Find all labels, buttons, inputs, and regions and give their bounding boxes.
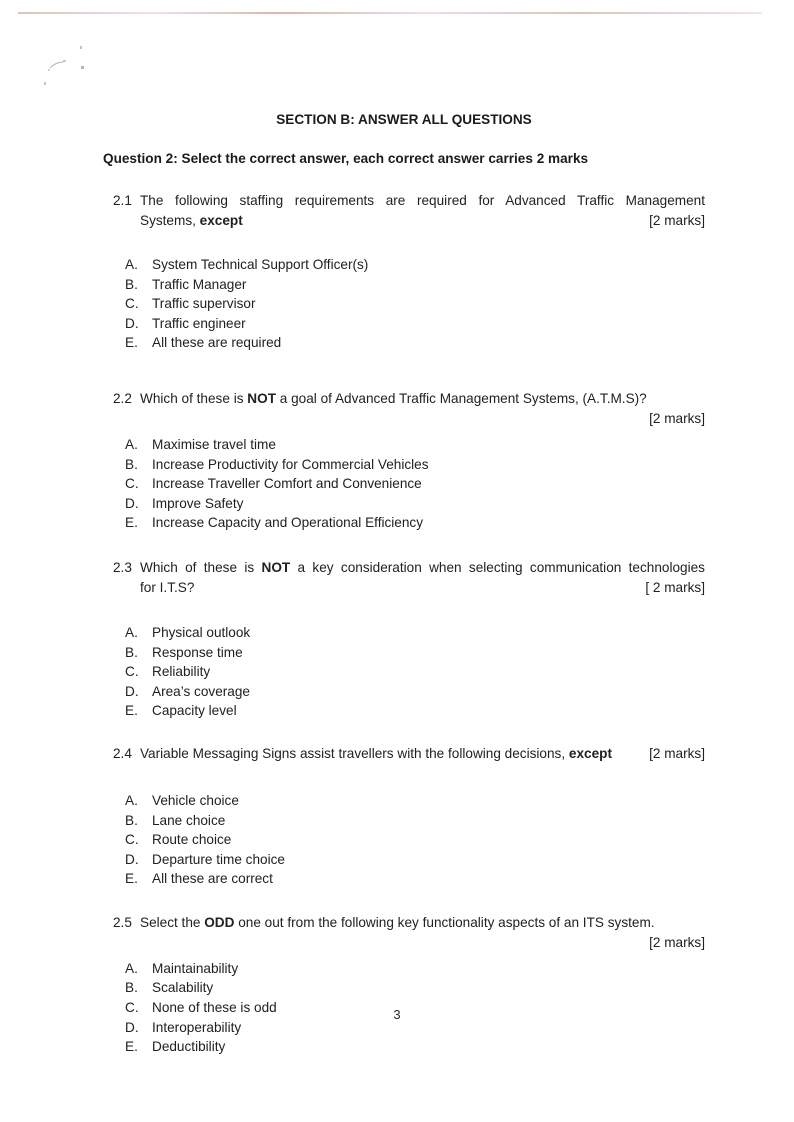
marks-label: [2 marks]: [649, 410, 705, 426]
option-row: [125, 850, 705, 870]
question-body: [140, 191, 705, 231]
option-row: [125, 869, 705, 889]
question-2-heading: Question 2: Select the correct answer, each correct answer carries 2 marks: [103, 151, 589, 166]
option-letter: D.: [125, 851, 139, 867]
question-text-line2: [140, 578, 705, 598]
option-row: [125, 623, 705, 643]
option-letter: A.: [125, 792, 138, 808]
option-text: Traffic engineer: [152, 315, 246, 331]
question-body: [140, 389, 705, 429]
option-row: [125, 830, 705, 850]
option-letter: E.: [125, 515, 138, 531]
marks-label: [2 marks]: [649, 745, 705, 761]
option-letter: B.: [125, 644, 138, 660]
marks-label: [ 2 marks]: [645, 579, 705, 595]
option-row: [125, 513, 705, 533]
option-text: Increase Capacity and Operational Efficiency: [152, 515, 424, 531]
option-row: [125, 494, 705, 514]
option-row: [125, 314, 705, 334]
question-text-line1: The following staffing requirements are required for Advanced Traffic Management: [140, 193, 705, 208]
question-number: 2.4: [113, 745, 132, 761]
option-letter: A.: [125, 960, 138, 976]
question-text-line1: [140, 744, 705, 764]
option-row: [125, 255, 705, 275]
question-text-line1: Which of these is NOT a key consideration when selecting communication technologies: [140, 559, 705, 575]
option-row: [125, 701, 705, 721]
option-letter: C.: [125, 1000, 139, 1016]
question-2-4: [103, 744, 705, 764]
question-text: Select the ODD one out from the following key functionality aspects of an ITS system.: [140, 914, 655, 930]
option-text: Maintainability: [152, 960, 239, 976]
question-2-3: [103, 558, 705, 598]
option-letter: C.: [125, 476, 139, 492]
option-row: [125, 294, 705, 314]
question-body: [140, 913, 705, 953]
question-number: 2.5: [113, 914, 132, 930]
option-text: All these are correct: [152, 871, 273, 887]
question-text: Systems, except: [140, 213, 243, 228]
section-heading: SECTION B: ANSWER ALL QUESTIONS: [276, 112, 532, 127]
option-row: [125, 643, 705, 663]
question-text: Variable Messaging Signs assist travellers with the following decisions, except: [140, 745, 612, 761]
option-text: Deductibility: [152, 1039, 226, 1055]
option-row: [125, 978, 705, 998]
option-text: All these are required: [152, 335, 282, 351]
option-text: Physical outlook: [152, 624, 251, 640]
option-row: [125, 1037, 705, 1057]
option-text: Increase Productivity for Commercial Vehicles: [152, 456, 429, 472]
option-text: Lane choice: [152, 812, 226, 828]
question-text-line2: [140, 211, 705, 231]
option-text: Departure time choice: [152, 851, 285, 867]
question-number: 2.1: [113, 193, 132, 208]
option-text: Traffic supervisor: [152, 296, 256, 312]
option-row: [125, 811, 705, 831]
option-letter: B.: [125, 276, 138, 292]
option-text: Interoperability: [152, 1019, 242, 1035]
option-row: [125, 662, 705, 682]
option-letter: A.: [125, 436, 138, 452]
option-text: Area’s coverage: [152, 683, 250, 699]
question-text: for I.T.S?: [140, 579, 195, 595]
option-letter: C.: [125, 664, 139, 680]
option-row: [125, 435, 705, 455]
option-text: Traffic Manager: [152, 276, 247, 292]
option-letter: B.: [125, 812, 138, 828]
marks-label: [2 marks]: [649, 934, 705, 950]
option-text: System Technical Support Officer(s): [152, 257, 369, 272]
question-text: Which of these is NOT a goal of Advanced Traffic Management Systems, (A.T.M.S)?: [140, 390, 647, 406]
options-2-3: [125, 623, 705, 721]
option-row: [125, 474, 705, 494]
option-text: Maximise travel time: [152, 436, 276, 452]
option-row: [125, 959, 705, 979]
option-letter: D.: [125, 495, 139, 511]
option-letter: C.: [125, 832, 139, 848]
option-letter: E.: [125, 703, 138, 719]
option-text: Capacity level: [152, 703, 237, 719]
option-row: [125, 275, 705, 295]
option-text: Route choice: [152, 832, 232, 848]
option-letter: C.: [125, 296, 139, 312]
option-text: Reliability: [152, 664, 211, 680]
page-number: 3: [393, 1007, 401, 1022]
pencil-marks-artifact: [36, 38, 106, 88]
option-letter: E.: [125, 1039, 138, 1055]
option-letter: D.: [125, 315, 139, 331]
option-letter: E.: [125, 335, 138, 351]
option-letter: E.: [125, 871, 138, 887]
question-number: 2.3: [113, 559, 132, 575]
option-text: Vehicle choice: [152, 792, 239, 808]
option-text: Improve Safety: [152, 495, 244, 511]
option-row: [125, 455, 705, 475]
option-letter: A.: [125, 624, 138, 640]
option-text: Scalability: [152, 980, 214, 996]
options-2-4: [125, 791, 705, 889]
question-number: 2.2: [113, 390, 132, 406]
option-text: Increase Traveller Comfort and Convenience: [152, 476, 422, 492]
question-2-1: [103, 191, 705, 231]
question-2-5: [103, 913, 705, 953]
option-row: [125, 791, 705, 811]
option-text: None of these is odd: [152, 1000, 277, 1016]
page-content: [103, 0, 705, 1057]
question-body: [140, 744, 705, 764]
option-letter: A.: [125, 257, 138, 272]
marks-label: [2 marks]: [649, 213, 705, 228]
option-letter: B.: [125, 980, 138, 996]
question-2-2: [103, 389, 705, 429]
option-row: [125, 333, 705, 353]
question-body: [140, 558, 705, 598]
option-letter: D.: [125, 1019, 139, 1035]
option-row: [125, 682, 705, 702]
option-letter: D.: [125, 683, 139, 699]
scan-line-artifact: [18, 12, 762, 14]
option-letter: B.: [125, 456, 138, 472]
options-2-2: [125, 435, 705, 533]
options-2-1: [125, 255, 705, 353]
option-text: Response time: [152, 644, 243, 660]
